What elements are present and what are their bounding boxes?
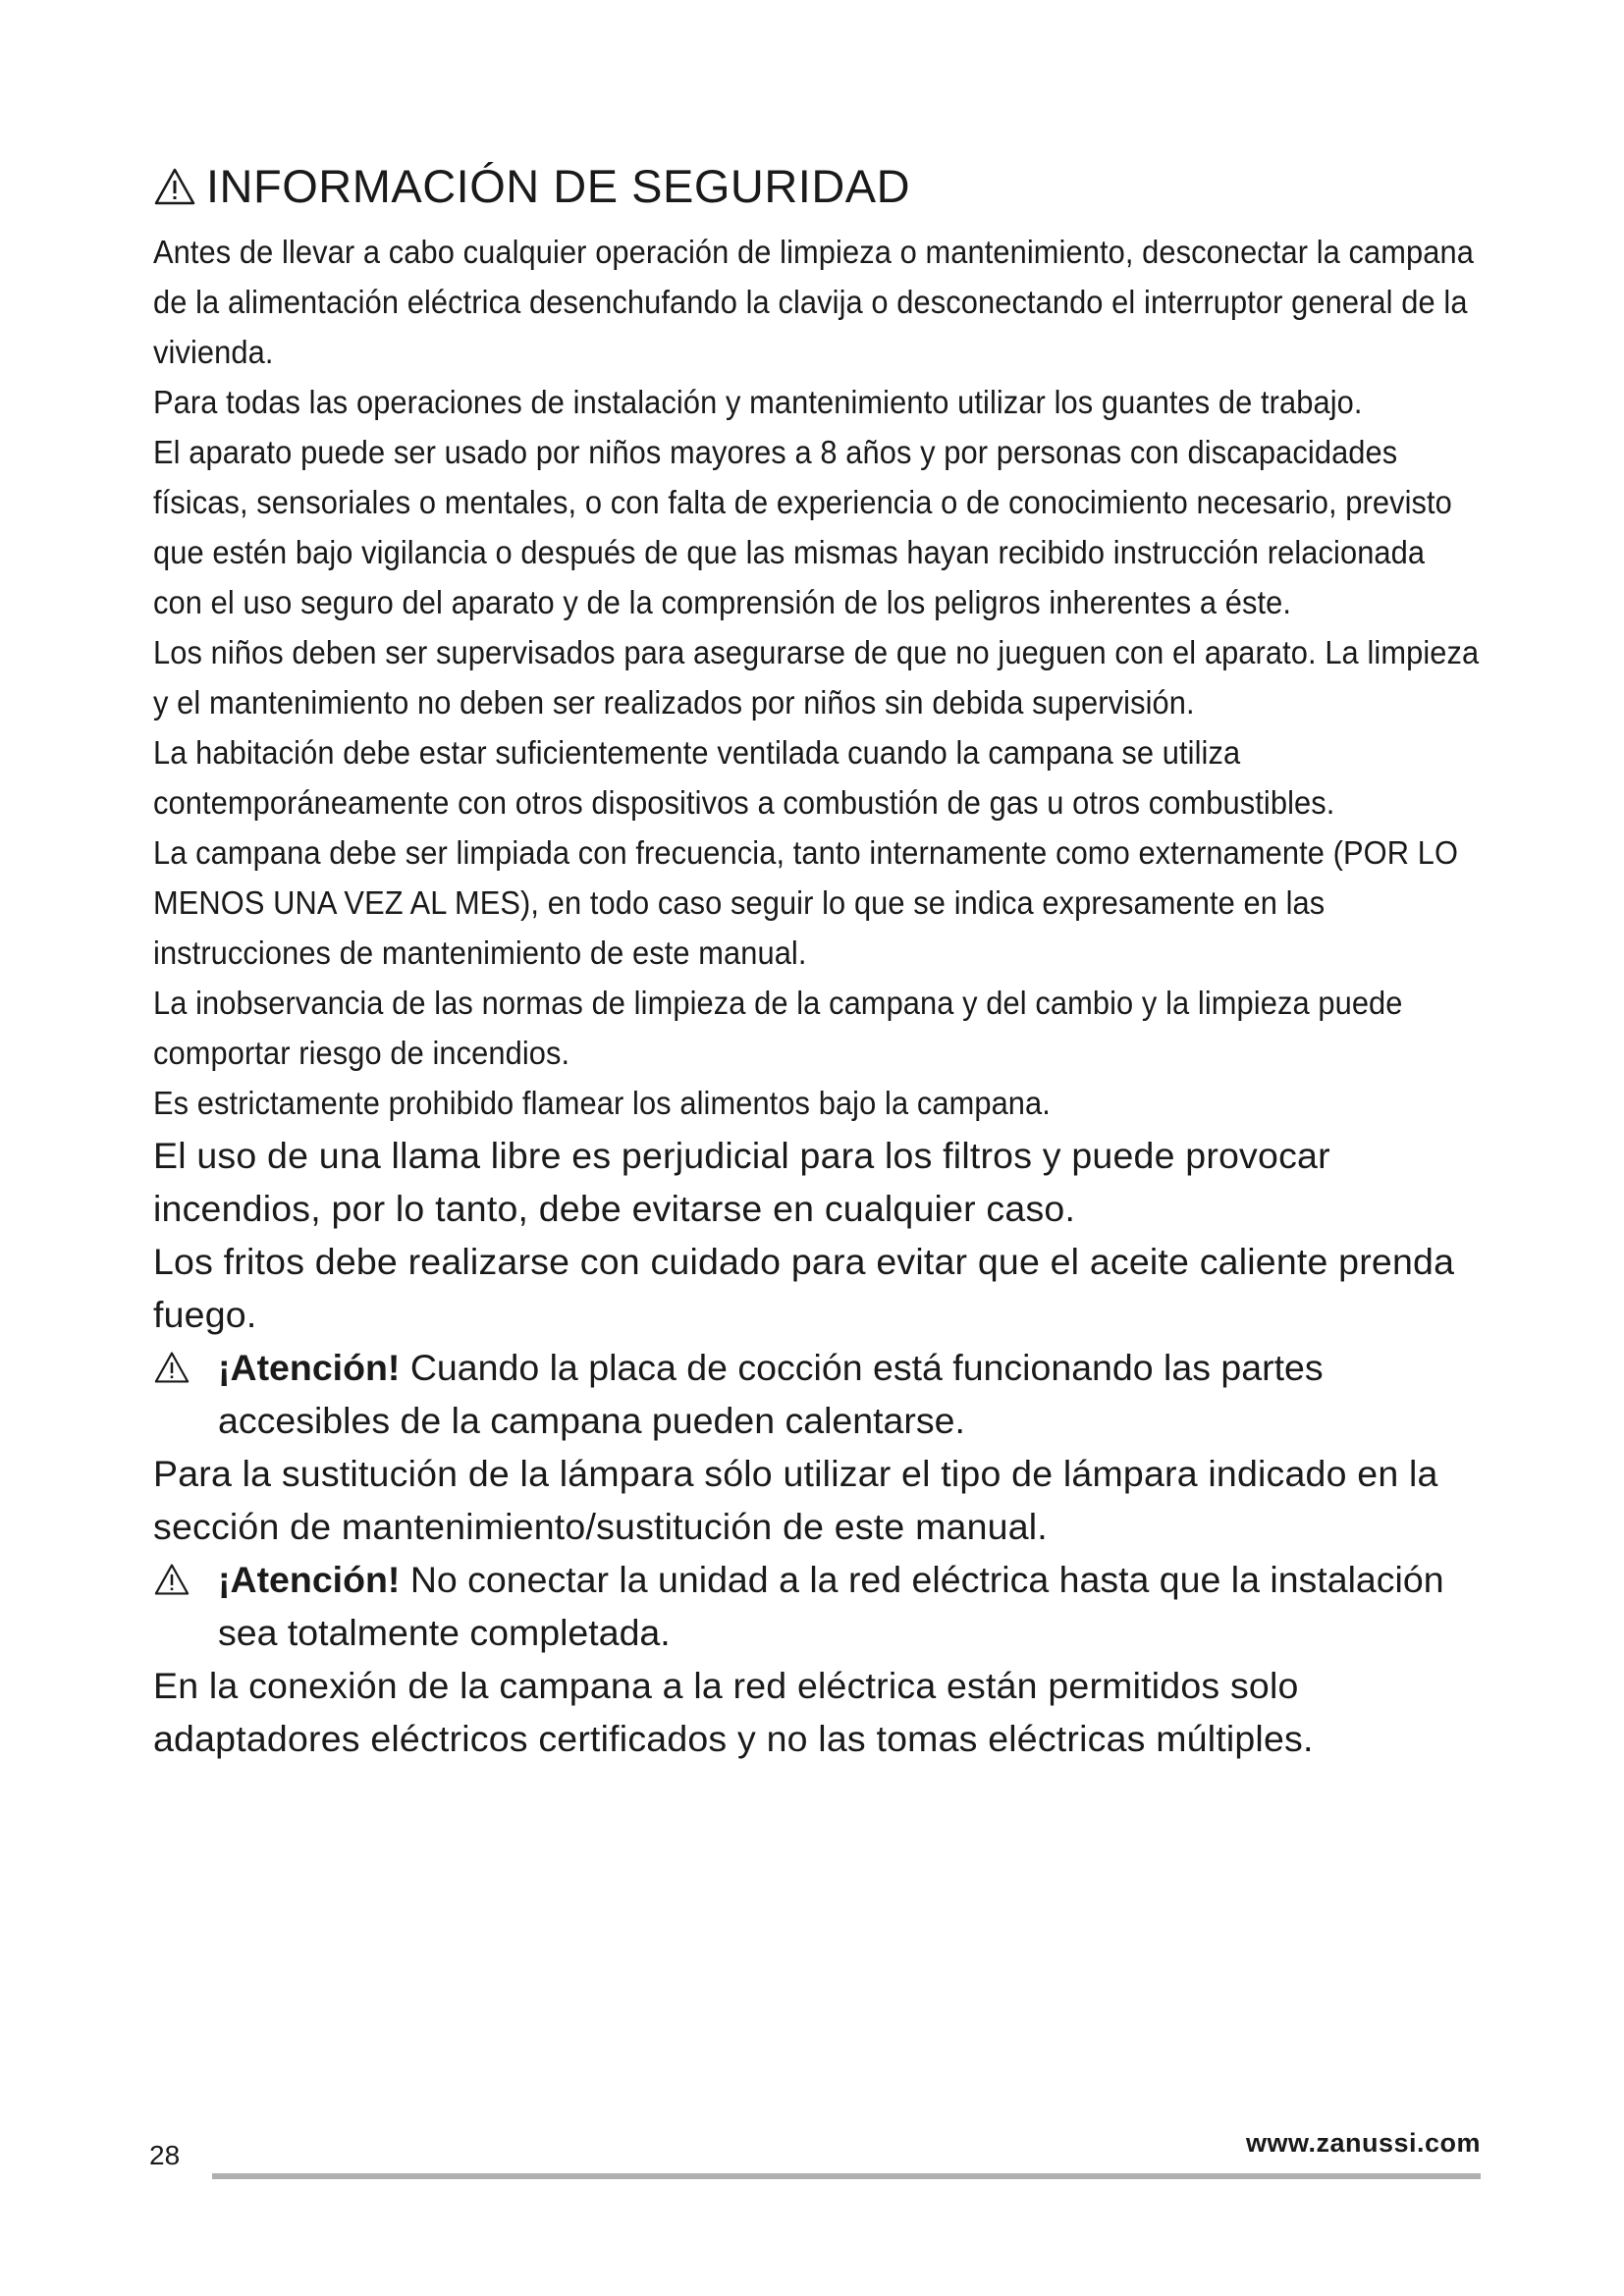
paragraph-flambe: Es estrictamente prohibido flamear los alimentos bajo la campana. bbox=[153, 1086, 1051, 1122]
paragraph-adapters: En la conexión de la campana a la red eléctrica están permitidos solo adaptadores eléctricos certificados y no las tomas eléctricas múltiples. bbox=[153, 1665, 1314, 1759]
warning-connection bbox=[153, 1553, 1479, 1659]
paragraph-gloves: Para todas las operaciones de instalación y mantenimiento utilizar los guantes de trabajo. bbox=[153, 385, 1363, 421]
paragraph-disconnect: Antes de llevar a cabo cualquier operación de limpieza o mantenimiento, desconectar la campana de la alimentación eléctrica desenchufando la clavija o desconectando el interruptor general de la vivienda. bbox=[153, 235, 1474, 371]
paragraph-ventilation: La habitación debe estar suficientemente ventilada cuando la campana se utiliza contemporáneamente con otros dispositivos a combustión de gas u otros combustibles. bbox=[153, 735, 1335, 822]
heading-text: INFORMACIÓN DE SEGURIDAD bbox=[206, 160, 911, 212]
warning-icon bbox=[153, 1563, 190, 1596]
paragraph-lamp: Para la sustitución de la lámpara sólo utilizar el tipo de lámpara indicado en la sección de mantenimiento/sustitución de este manual. bbox=[153, 1453, 1438, 1547]
warning-text: No conectar la unidad a la red eléctrica hasta que la instalación sea totalmente completada. bbox=[218, 1559, 1444, 1653]
footer-divider bbox=[212, 2173, 1481, 2179]
website-link[interactable]: www.zanussi.com bbox=[1245, 2128, 1481, 2158]
paragraph-cleaning: La campana debe ser limpiada con frecuencia, tanto internamente como externamente (POR LO MENOS UNA VEZ AL MES), en todo caso seguir lo que se indica expresamente en las instrucciones de mantenimiento de este manual. bbox=[153, 835, 1459, 972]
warning-hot-parts bbox=[153, 1341, 1479, 1447]
warning-icon bbox=[153, 1351, 190, 1384]
warning-label: ¡Atención! bbox=[218, 1347, 401, 1388]
page-footer bbox=[149, 2128, 1481, 2187]
content bbox=[153, 157, 1479, 1765]
page-number: 28 bbox=[149, 2140, 181, 2170]
paragraph-children-supervision: Los niños deben ser supervisados para asegurarse de que no jueguen con el aparato. La limpieza y el mantenimiento no deben ser realizados por niños sin debida supervisión. bbox=[153, 635, 1480, 721]
section-heading bbox=[153, 157, 1479, 216]
warning-icon bbox=[153, 167, 196, 206]
paragraph-fire-risk: La inobservancia de las normas de limpieza de la campana y del cambio y la limpieza puede comportar riesgo de incendios. bbox=[153, 986, 1403, 1072]
paragraph-frying: Los fritos debe realizarse con cuidado para evitar que el aceite caliente prenda fuego. bbox=[153, 1241, 1455, 1335]
paragraph-open-flame: El uso de una llama libre es perjudicial para los filtros y puede provocar incendios, por lo tanto, debe evitarse en cualquier caso. bbox=[153, 1135, 1330, 1229]
warning-text: Cuando la placa de cocción está funcionando las partes accesibles de la campana pueden calentarse. bbox=[218, 1347, 1324, 1441]
warning-label: ¡Atención! bbox=[218, 1559, 401, 1600]
paragraph-children-usage: El aparato puede ser usado por niños mayores a 8 años y por personas con discapacidades físicas, sensoriales o mentales, o con falta de experiencia o de conocimiento necesario, previsto que estén bajo vigilancia o después de que las mismas hayan recibido instrucción relacionada con el uso seguro del aparato y de la comprensión de los peligros inherentes a éste. bbox=[153, 435, 1452, 621]
